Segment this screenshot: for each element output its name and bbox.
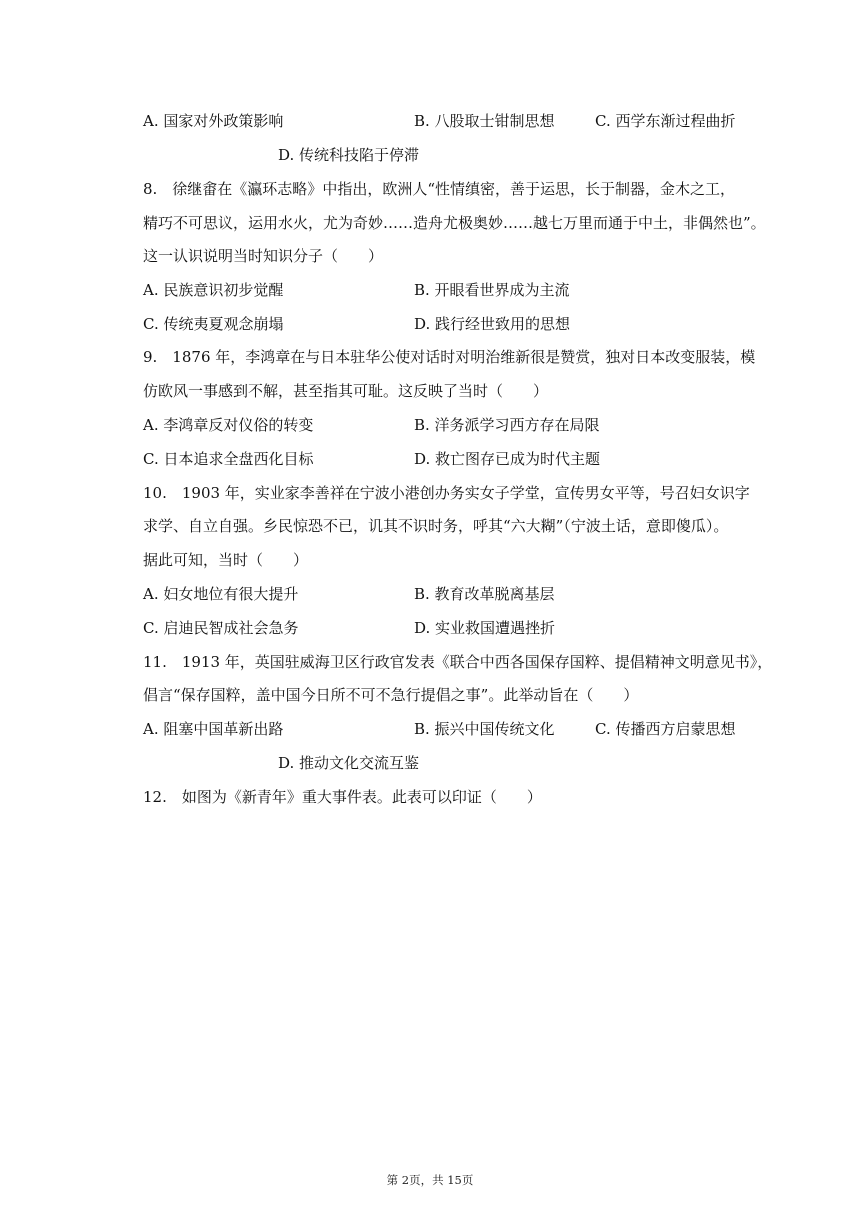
q10-option-b: B. 教育改革脱离基层	[414, 585, 555, 603]
q9-stem-line-1: 9. 1876 年，李鸿章在与日本驻华公使对话时对明治维新很是赞赏，独对日本改变服装，模	[143, 348, 756, 366]
q10-stem-line-1: 10. 1903 年，实业家李善祥在宁波小港创办务实女子学堂，宣传男女平等，号召妇女识字	[143, 484, 750, 502]
q8-stem-line-3: 这一认识说明当时知识分子（ ）	[143, 247, 384, 265]
page-footer: 第 2页，共 15页	[386, 1173, 474, 1187]
q11-option-b: B. 振兴中国传统文化	[414, 720, 555, 738]
q10-option-c: C. 启迪民智成社会急务	[143, 619, 299, 637]
q8-option-b: B. 开眼看世界成为主流	[414, 281, 570, 299]
q10-stem-line-2: 求学、自立自强。乡民惊恐不已，讥其不识时务，呼其“六大糊”（宁波土话，意即傻瓜）。	[143, 517, 729, 535]
q9-option-b: B. 洋务派学习西方存在局限	[414, 416, 600, 434]
q8-option-d: D. 践行经世致用的思想	[414, 315, 571, 333]
q11-option-a: A. 阻塞中国革新出路	[143, 720, 284, 738]
q8-stem-line-1: 8. 徐继畬在《瀛环志略》中指出，欧洲人“性情缜密，善于运思，长于制器，金木之工，	[143, 180, 735, 198]
q12-stem-line-1: 12. 如图为《新青年》重大事件表。此表可以印证（ ）	[143, 788, 542, 806]
q7-option-d: D. 传统科技陷于停滞	[278, 146, 420, 164]
q7-option-a: A. 国家对外政策影响	[143, 112, 284, 130]
q9-option-d: D. 救亡图存已成为时代主题	[414, 450, 601, 468]
q8-option-a: A. 民族意识初步觉醒	[143, 281, 284, 299]
q10-stem-line-3: 据此可知，当时（ ）	[143, 551, 309, 569]
q11-option-d: D. 推动文化交流互鉴	[278, 754, 420, 772]
q11-stem-line-2: 倡言“保存国粹，盖中国今日所不可不急行提倡之事”。此举动旨在（ ）	[143, 686, 639, 704]
q9-option-a: A. 李鸿章反对仪俗的转变	[143, 416, 314, 434]
q10-option-a: A. 妇女地位有很大提升	[143, 585, 299, 603]
q7-option-b: B. 八股取士钳制思想	[414, 112, 555, 130]
q9-option-c: C. 日本追求全盘西化目标	[143, 450, 314, 468]
q11-stem-line-1: 11. 1913 年，英国驻威海卫区行政官发表《联合中西各国保存国粹、提倡精神文明意见书》，	[143, 653, 773, 671]
q8-option-c: C. 传统夷夏观念崩塌	[143, 315, 284, 333]
q10-option-d: D. 实业救国遭遇挫折	[414, 619, 556, 637]
q7-option-c: C. 西学东渐过程曲折	[595, 112, 736, 130]
q8-stem-line-2: 精巧不可思议，运用水火，尤为奇妙……造舟尤极奥妙……越七万里而通于中土，非偶然也”。	[143, 214, 766, 232]
q9-stem-line-2: 仿欧风一事感到不解，甚至指其可耻。这反映了当时（ ）	[143, 382, 549, 400]
q11-option-c: C. 传播西方启蒙思想	[595, 720, 736, 738]
